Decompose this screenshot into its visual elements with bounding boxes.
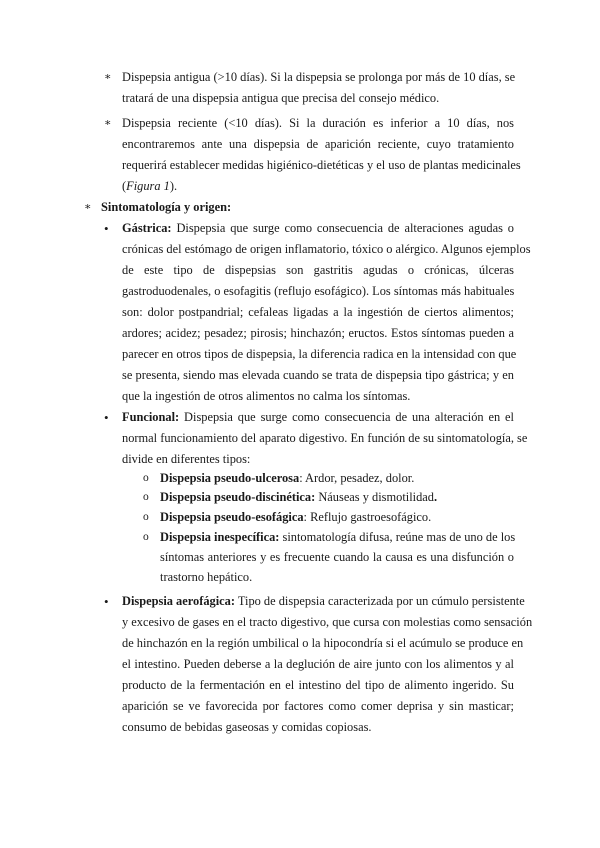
funcional-line-3: divide en diferentes tipos: — [122, 452, 251, 466]
dot-bullet: • — [104, 221, 109, 236]
subtype-inespecifica: Dispepsia inespecífica: sintomatología difusa, reúne mas de uno de los — [160, 530, 516, 544]
gastrica-line-5: son: dolor postpandrial; cefaleas ligadas a la ingestión de ciertos alimentos; — [122, 305, 514, 319]
figure-reference: Figura 1 — [126, 179, 170, 193]
circle-bullet: o — [143, 491, 149, 503]
aerofagica-line-2: y excesivo de gases en el tracto digestivo, que cursa con molestias como sensación — [122, 615, 533, 629]
dot-bullet: • — [104, 594, 109, 609]
subtype-pseudo-esofagica: Dispepsia pseudo-esofágica: Reflujo gastroesofágico. — [160, 510, 432, 524]
reciente-line-3: requerirá establecer medidas higiénico-dietéticas y el uso de plantas medicinales — [122, 158, 521, 172]
gastrica-line-4: gastroduodenales, o esofagitis (reflujo esofágico). Los síntomas más habituales — [122, 284, 515, 298]
circle-bullet: o — [143, 511, 149, 523]
section-title: Sintomatología y origen: — [101, 200, 232, 214]
asterisk-bullet: ∗ — [104, 117, 112, 129]
gastrica-line-6: ardores; acidez; pesadez; pirosis; hinchazón; eructos. Estos síntomas pueden a — [122, 326, 514, 340]
asterisk-bullet: ∗ — [84, 201, 92, 213]
gastrica-line-1: Gástrica: Dispepsia que surge como consecuencia de alteraciones agudas o — [122, 221, 514, 235]
funcional-label: Funcional: — [122, 410, 180, 424]
aerofagica-line-4: el intestino. Pueden deberse a la deglución de aire junto con los alimentos y al — [122, 657, 514, 671]
gastrica-line-7: parecer en otros tipos de dispepsia, la diferencia radica en la intensidad con que — [122, 347, 517, 361]
reciente-line-2: encontraremos ante una dispepsia de aparición reciente, cuyo tratamiento — [122, 137, 514, 151]
aerofagica-label: Dispepsia aerofágica: — [122, 594, 235, 608]
circle-bullet: o — [143, 472, 149, 484]
aerofagica-line-7: consumo de bebidas gaseosas y comidas copiosas. — [122, 720, 372, 734]
subtype-inespecifica-line-2: síntomas anteriores y es frecuente cuando la causa es una disfunción o — [160, 550, 514, 564]
antigua-line-2: tratará de una dispepsia antigua que precisa del consejo médico. — [122, 91, 440, 105]
reciente-line-1: Dispepsia reciente (<10 días). Si la duración es inferior a 10 días, nos — [122, 116, 514, 130]
aerofagica-line-3: de hinchazón en la región umbilical o la hipocondría si el acúmulo se produce en — [122, 636, 524, 650]
aerofagica-line-1: Dispepsia aerofágica: Tipo de dispepsia caracterizada por un cúmulo persistente — [122, 594, 525, 608]
aerofagica-line-6: aparición se ve favorecida por factores como comer deprisa y sin masticar; — [122, 699, 514, 713]
gastrica-line-3: de este tipo de dispepsias son gastritis agudas o crónicas, úlceras — [122, 263, 514, 277]
circle-bullet: o — [143, 531, 149, 543]
gastrica-line-9: que la ingestión de otros alimentos no calma los síntomas. — [122, 389, 411, 403]
funcional-line-1: Funcional: Dispepsia que surge como consecuencia de una alteración en el — [122, 410, 514, 424]
dot-bullet: • — [104, 410, 109, 425]
subtype-pseudo-ulcerosa: Dispepsia pseudo-ulcerosa: Ardor, pesadez, dolor. — [160, 471, 415, 485]
gastrica-label: Gástrica: — [122, 221, 172, 235]
antigua-line-1: Dispepsia antigua (>10 días). Si la dispepsia se prolonga por más de 10 días, se — [122, 70, 516, 84]
aerofagica-line-5: producto de la fermentación en el intestino del tipo de alimento ingerido. Su — [122, 678, 514, 692]
funcional-line-2: normal funcionamiento del aparato digestivo. En función de su sintomatología, se — [122, 431, 528, 445]
gastrica-line-8: se presenta, siendo mas elevada cuando se trata de dispepsia tipo gástrica; y en — [122, 368, 514, 382]
reciente-line-4: (Figura 1). — [122, 179, 178, 193]
asterisk-bullet: ∗ — [104, 71, 112, 83]
subtype-pseudo-discinetica: Dispepsia pseudo-discinética: Náuseas y dismotilidad. — [160, 490, 438, 504]
subtype-inespecifica-line-3: trastorno hepático. — [160, 570, 253, 584]
gastrica-line-2: crónicas del estómago de origen inflamatorio, tóxico o alérgico. Algunos ejemplos — [122, 242, 531, 256]
